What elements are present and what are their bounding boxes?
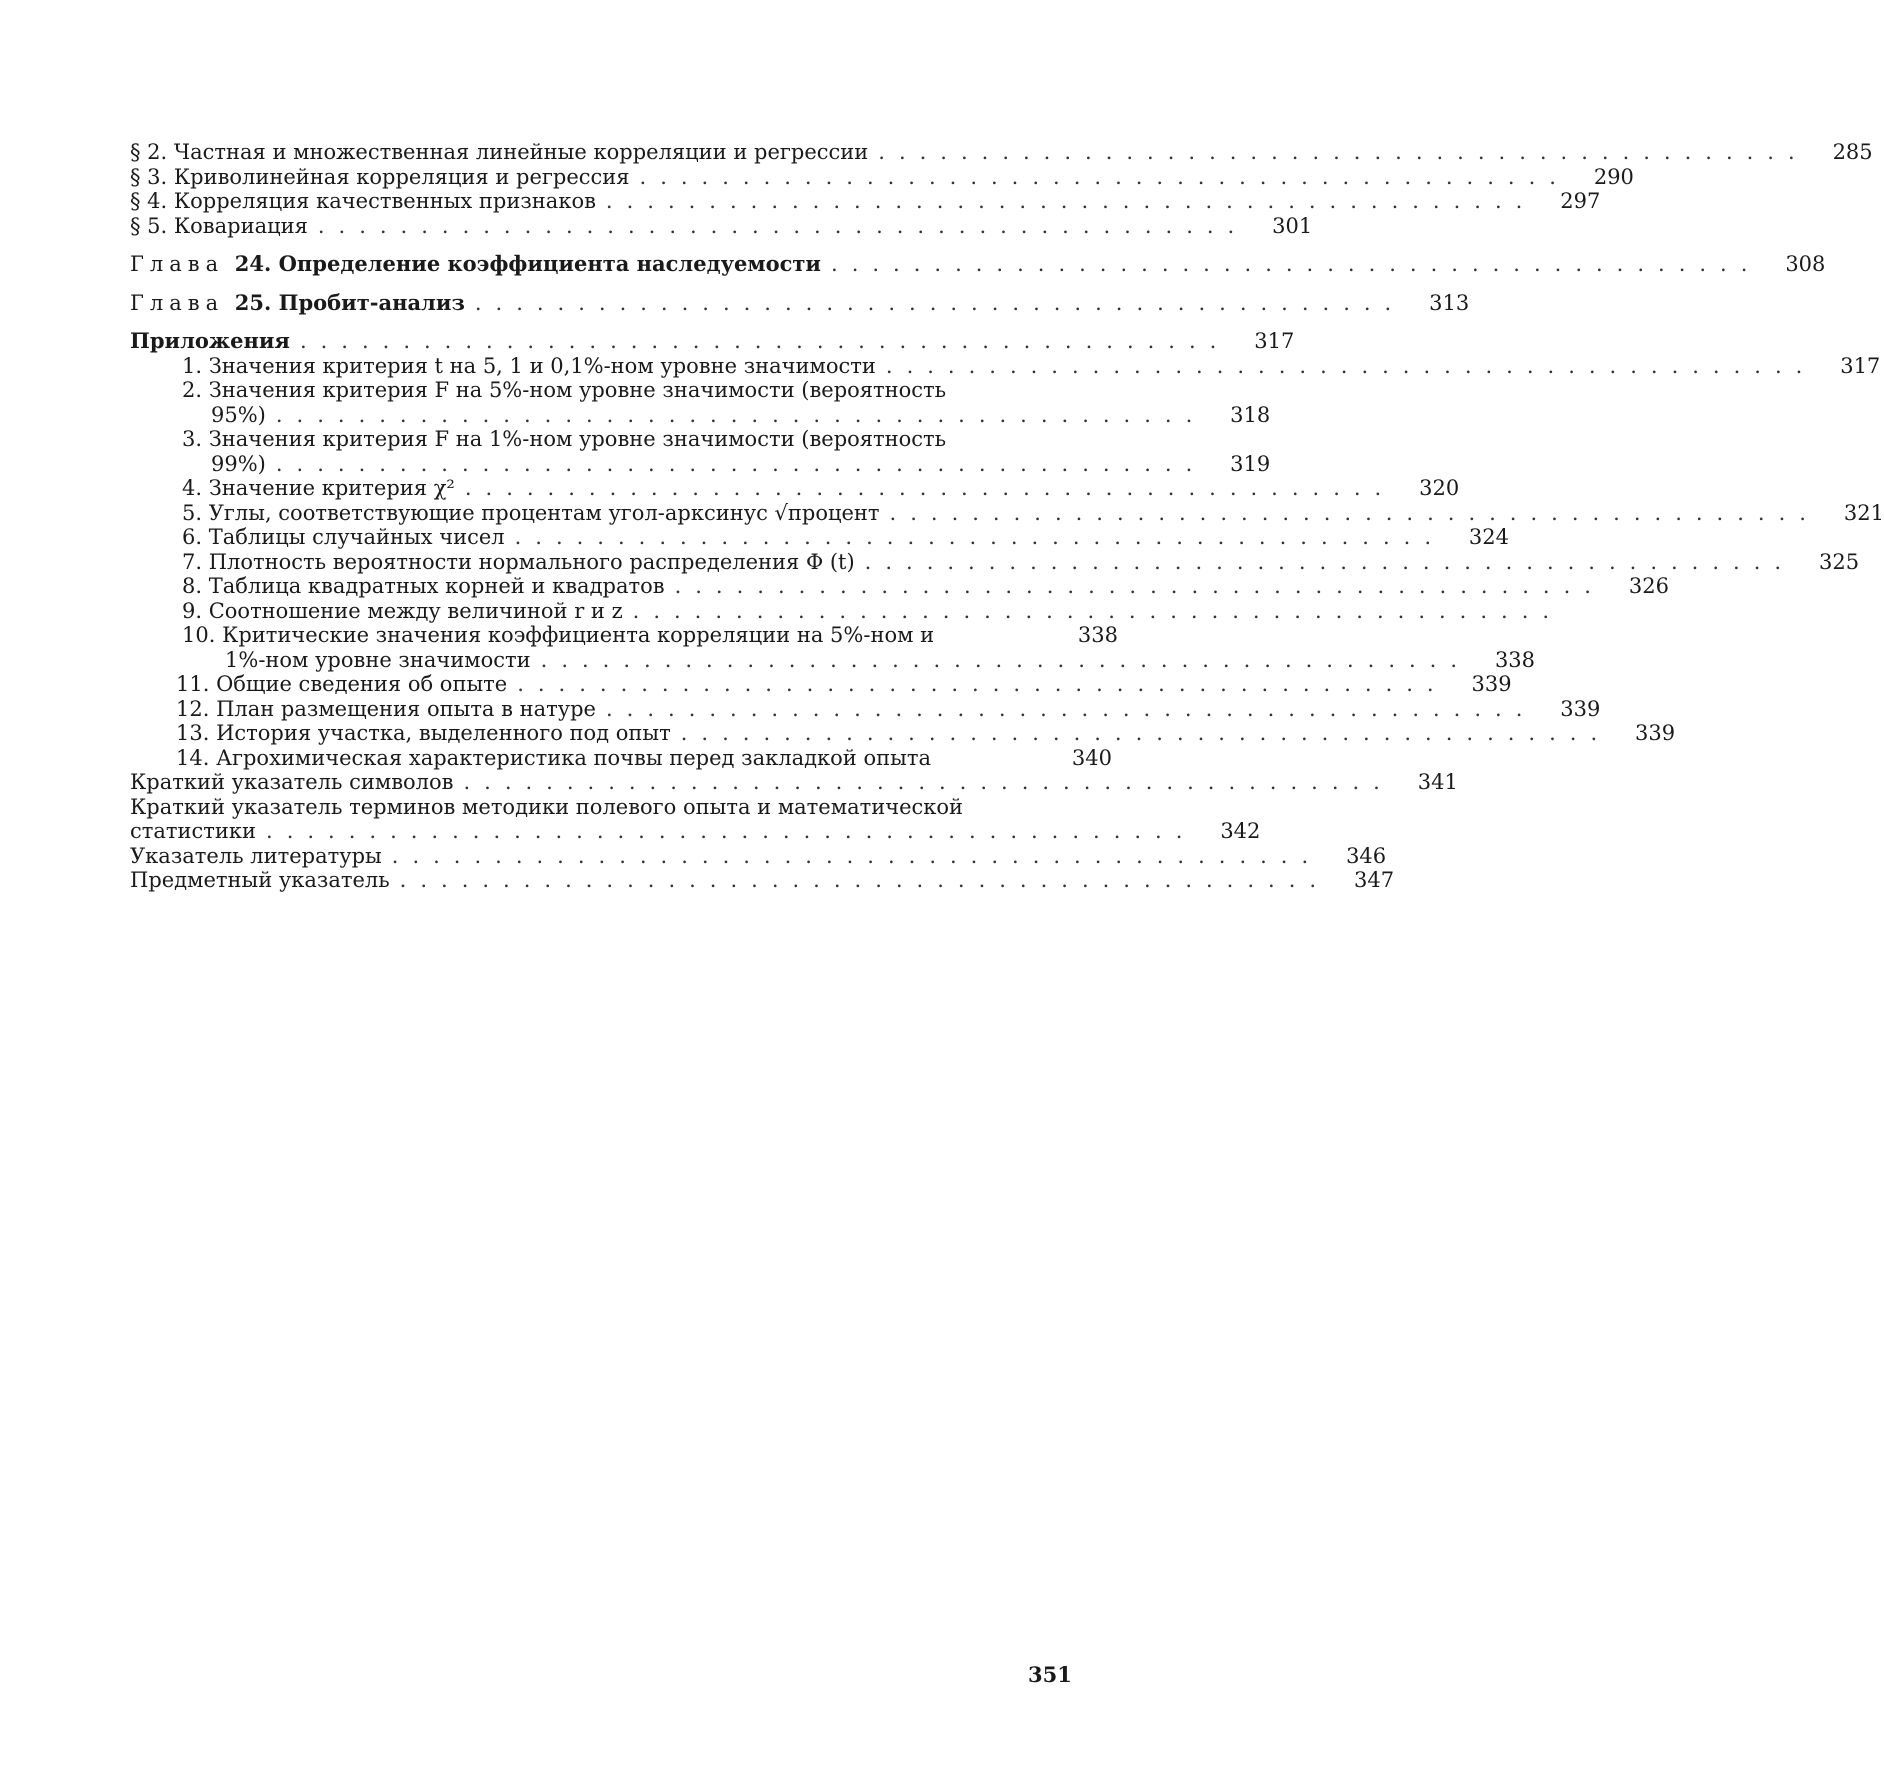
page-number: 320	[1419, 476, 1460, 500]
entry-title: 3. Значения критерия F на 1%-ном уровне значимости (вероятность	[182, 427, 947, 451]
entry-title: § 3. Криволинейная корреляция и регрессия	[130, 164, 630, 189]
dot-leader: .............................................	[606, 696, 1537, 721]
entry-title-cont: 95%)	[211, 402, 266, 427]
dot-leader: .............................................	[674, 574, 1605, 598]
entry-title: 9. Соотношение между величиной r и z	[182, 598, 623, 623]
dot-leader: .............................................	[317, 213, 1249, 238]
dot-leader: .............................................	[399, 868, 1331, 892]
entry-title-cont: 1%-ном уровне значимости	[225, 647, 531, 672]
appendix-item-6	[130, 525, 1509, 550]
dot-leader: .............................................	[639, 164, 1570, 189]
entry-title: § 5. Ковариация	[130, 213, 308, 238]
toc-entry-section-2	[130, 140, 1873, 165]
page-number: 341	[1417, 770, 1458, 794]
page-number: 325	[1818, 549, 1860, 574]
page-number: 339	[1560, 696, 1601, 721]
entry-title: 12. План размещения опыта в натуре	[176, 696, 596, 721]
page-number: 317	[1254, 329, 1295, 353]
entry-title-cont: 99%)	[211, 451, 266, 476]
entry-title: § 2. Частная и множественная линейные корреляции и регрессии	[130, 140, 869, 164]
entry-title-cont: статистики	[130, 819, 257, 843]
dot-leader: .............................................	[463, 770, 1394, 794]
page-number: 297	[1560, 189, 1601, 213]
dot-leader: .............................................	[864, 549, 1796, 574]
appendix-item-10-line1	[130, 623, 1118, 648]
dot-leader: .............................................	[275, 451, 1207, 476]
dot-leader: .............................................	[878, 140, 1809, 164]
dot-leader: .............................................	[889, 500, 1820, 525]
page-number: 340	[1071, 745, 1112, 770]
entry-title: 13. История участка, выделенного под опыт	[176, 721, 671, 745]
toc-entry-chapter-24	[130, 251, 1826, 277]
table-of-contents	[130, 140, 1884, 893]
page-number: 324	[1468, 525, 1509, 549]
dot-leader: .............................................	[299, 329, 1231, 353]
appendix-item-1	[130, 353, 1881, 379]
page-number: 313	[1429, 290, 1470, 315]
appendix-item-3-line2	[130, 451, 1271, 477]
entry-title: 11. Общие сведения об опыте	[176, 672, 508, 696]
page-number: 301	[1272, 213, 1313, 238]
entry-title: Краткий указатель терминов методики полевого опыта и математической	[130, 794, 964, 819]
appendix-item-4	[130, 476, 1460, 501]
page-number: 338	[1077, 623, 1118, 647]
page-number: 318	[1230, 402, 1271, 427]
page-number: 339	[1635, 721, 1676, 745]
entry-title: 24. Определение коэффициента наследуемости	[234, 251, 822, 276]
entry-title: 6. Таблицы случайных чисел	[182, 525, 505, 549]
toc-entry-section-3	[130, 164, 1634, 190]
appendix-item-8	[130, 574, 1669, 599]
page-number: 342	[1220, 819, 1261, 843]
dot-leader: .............................................	[680, 721, 1612, 745]
entry-title: 25. Пробит-анализ	[234, 289, 465, 315]
page-number: 319	[1230, 451, 1271, 476]
dot-leader: .............................................	[831, 252, 1762, 276]
page-number: 347	[1353, 868, 1395, 892]
appendix-item-12	[130, 696, 1601, 722]
toc-entry-appendix	[130, 328, 1295, 354]
dot-leader: .............................................	[266, 819, 1197, 843]
toc-entry-chapter-25	[130, 289, 1470, 316]
entry-title: 8. Таблица квадратных корней и квадратов	[182, 574, 665, 598]
appendix-item-5	[130, 500, 1884, 526]
folio-page-number: 351	[1028, 1662, 1072, 1687]
page-number: 326	[1628, 574, 1669, 598]
dot-leader: .............................................	[391, 843, 1323, 868]
dot-leader: .............................................	[275, 402, 1207, 427]
entry-title: Предметный указатель	[130, 868, 390, 892]
dot-leader: .............................................	[885, 353, 1817, 378]
dot-leader: .............................................	[514, 525, 1445, 549]
toc-entry-terms-index-line2	[130, 819, 1261, 844]
entry-title: 4. Значение критерия χ²	[182, 476, 455, 500]
appendix-item-2-line1	[130, 378, 1118, 403]
toc-entry-terms-index-line1	[130, 795, 1066, 820]
entry-title: 2. Значения критерия F на 5%-ном уровне значимости (вероятность	[182, 378, 947, 402]
page-number: 285	[1832, 140, 1873, 164]
appendix-item-3-line1	[130, 427, 1118, 452]
toc-entry-literature-index	[130, 843, 1387, 869]
dot-leader: .............................................	[464, 476, 1396, 500]
page-number: 339	[1471, 672, 1512, 696]
chapter-prefix: Глава	[130, 290, 225, 315]
page-number: 321	[1843, 500, 1884, 525]
appendix-item-14	[130, 746, 1112, 771]
page-number: 308	[1785, 252, 1826, 276]
appendix-item-2-line2	[130, 402, 1271, 428]
entry-title: Указатель литературы	[130, 843, 382, 868]
toc-entry-subject-index	[130, 868, 1395, 893]
appendix-item-9	[130, 598, 1564, 624]
appendix-item-10-line2	[130, 647, 1536, 673]
appendix-item-7	[130, 549, 1860, 575]
toc-entry-section-5	[130, 213, 1313, 239]
page-number: 290	[1593, 164, 1634, 189]
entry-title: 1. Значения критерия t на 5, 1 и 0,1%-ном уровне значимости	[182, 353, 876, 378]
dot-leader: .............................................	[540, 647, 1472, 672]
toc-entry-section-4	[130, 189, 1601, 214]
entry-title: 14. Агрохимическая характеристика почвы перед закладкой опыта	[176, 745, 931, 770]
dot-leader: .............................................	[517, 672, 1448, 696]
appendix-item-13	[130, 721, 1676, 746]
entry-title: 5. Углы, соответствующие процентам угол-арксинус √процент	[182, 500, 880, 525]
entry-title: Приложения	[130, 328, 290, 353]
entry-title: 10. Критические значения коэффициента корреляции на 5%-ном и	[182, 623, 935, 647]
entry-title: § 4. Корреляция качественных признаков	[130, 189, 596, 213]
toc-entry-symbols-index	[130, 770, 1458, 795]
appendix-item-11	[130, 672, 1512, 697]
page-number: 317	[1840, 353, 1881, 378]
dot-leader: .............................................	[632, 598, 1564, 623]
chapter-prefix: Глава	[130, 252, 225, 276]
page-number: 338	[1494, 647, 1536, 672]
dot-leader: .............................................	[605, 189, 1537, 213]
page-number: 346	[1346, 843, 1387, 868]
entry-title: 7. Плотность вероятности нормального распределения Φ (t)	[182, 549, 855, 574]
entry-title: Краткий указатель символов	[130, 770, 454, 794]
dot-leader: .............................................	[474, 290, 1406, 315]
